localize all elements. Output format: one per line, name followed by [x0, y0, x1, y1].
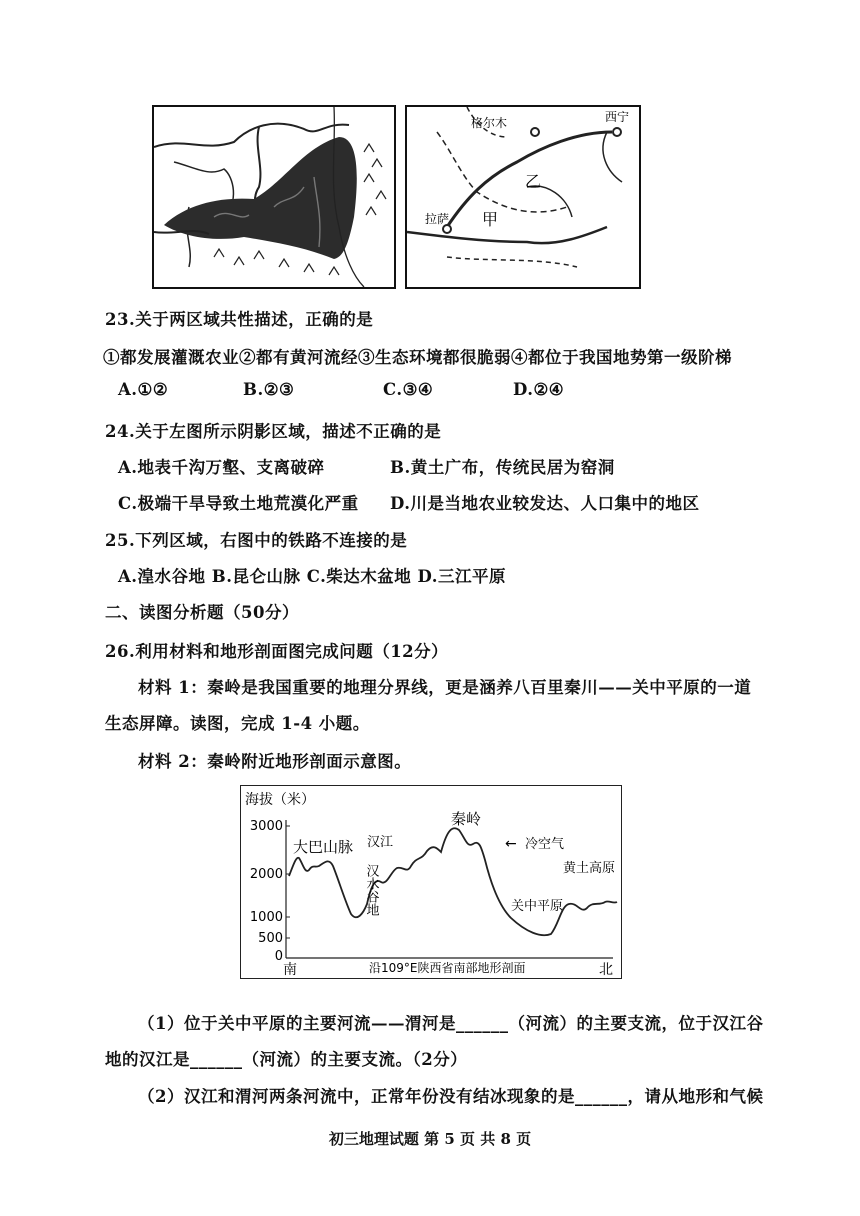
- q26-stem: 26.利用材料和地形剖面图完成问题（12分）: [105, 642, 449, 661]
- q26-sub1-line1: （1）位于关中平原的主要河流——渭河是______（河流）的主要支流，位于汉江谷: [138, 1014, 764, 1033]
- q23-option-b: B.②③: [243, 380, 295, 399]
- terrain-profile-figure: [240, 785, 622, 979]
- profile-ylabel: 海拔（米）: [245, 792, 315, 808]
- left-map-drawing: [154, 107, 394, 287]
- map-label-geermu: 格尔木: [471, 116, 508, 130]
- ytick-3000: 3000: [249, 819, 283, 834]
- map-label-lasa: 拉萨: [425, 212, 450, 226]
- right-map-drawing: [407, 107, 639, 287]
- q24-option-b: B.黄土广布，传统民居为窑洞: [390, 458, 615, 477]
- terrain-profile-chart: [241, 786, 621, 978]
- q24-option-c: C.极端干旱导致土地荒漠化严重: [118, 494, 359, 513]
- q24-option-d: D.川是当地农业较发达、人口集中的地区: [390, 494, 700, 513]
- label-dabashan: 大巴山脉: [293, 838, 354, 856]
- q23-option-a: A.①②: [118, 380, 169, 399]
- label-guanzhong: 关中平原: [511, 899, 564, 914]
- ytick-500: 500: [258, 931, 283, 946]
- q24-option-a: A.地表千沟万壑、支离破碎: [118, 458, 325, 477]
- label-qinling: 秦岭: [451, 810, 482, 828]
- q23-option-c: C.③④: [383, 380, 434, 399]
- section-2-title: 二、读图分析题（50分）: [105, 603, 299, 622]
- q26-material2: 材料 2：秦岭附近地形剖面示意图。: [138, 752, 412, 771]
- q25-stem: 25.下列区域，右图中的铁路不连接的是: [105, 531, 408, 550]
- ytick-0: 0: [274, 949, 283, 964]
- ytick-2000: 2000: [249, 867, 283, 882]
- arrow-cold-air: ←: [505, 836, 517, 852]
- map-label-yi: 乙: [525, 172, 542, 191]
- q23-option-d: D.②④: [513, 380, 565, 399]
- q26-sub1-line2: 地的汉江是______（河流）的主要支流。（2分）: [105, 1050, 468, 1069]
- q26-material1-line2: 生态屏障。读图，完成 1-4 小题。: [105, 714, 370, 733]
- left-map: [152, 105, 396, 289]
- label-south: 南: [283, 962, 297, 978]
- ytick-1000: 1000: [249, 910, 283, 925]
- map-label-xining: 西宁: [605, 110, 630, 124]
- map-label-jia: 甲: [482, 210, 499, 229]
- page-footer: 初三地理试题 第 5 页 共 8 页: [328, 1130, 532, 1148]
- q26-material1-line1: 材料 1：秦岭是我国重要的地理分界线，更是涵养八百里秦川——关中平原的一道: [138, 678, 752, 697]
- label-cold-air: 冷空气: [525, 837, 565, 852]
- q23-stem: 23.关于两区域共性描述，正确的是: [105, 310, 374, 329]
- label-loess: 黄土高原: [563, 861, 616, 876]
- q23-statements: ①都发展灌溉农业②都有黄河流经③生态环境都很脆弱④都位于我国地势第一级阶梯: [103, 348, 732, 367]
- label-hanshui-valley: 汉水谷地: [363, 864, 379, 916]
- right-map: [405, 105, 641, 289]
- q24-stem: 24.关于左图所示阴影区域，描述不正确的是: [105, 422, 442, 441]
- q25-options: A.湟水谷地 B.昆仑山脉 C.柴达木盆地 D.三江平原: [118, 567, 507, 586]
- q26-sub2-line1: （2）汉江和渭河两条河流中，正常年份没有结冰现象的是______，请从地形和气候: [138, 1087, 764, 1106]
- profile-caption: 沿109°E陕西省南部地形剖面: [369, 961, 526, 975]
- label-north: 北: [599, 962, 613, 978]
- label-hanjiang: 汉江: [367, 835, 394, 850]
- label-hanshui-valley-vertical: [364, 864, 380, 916]
